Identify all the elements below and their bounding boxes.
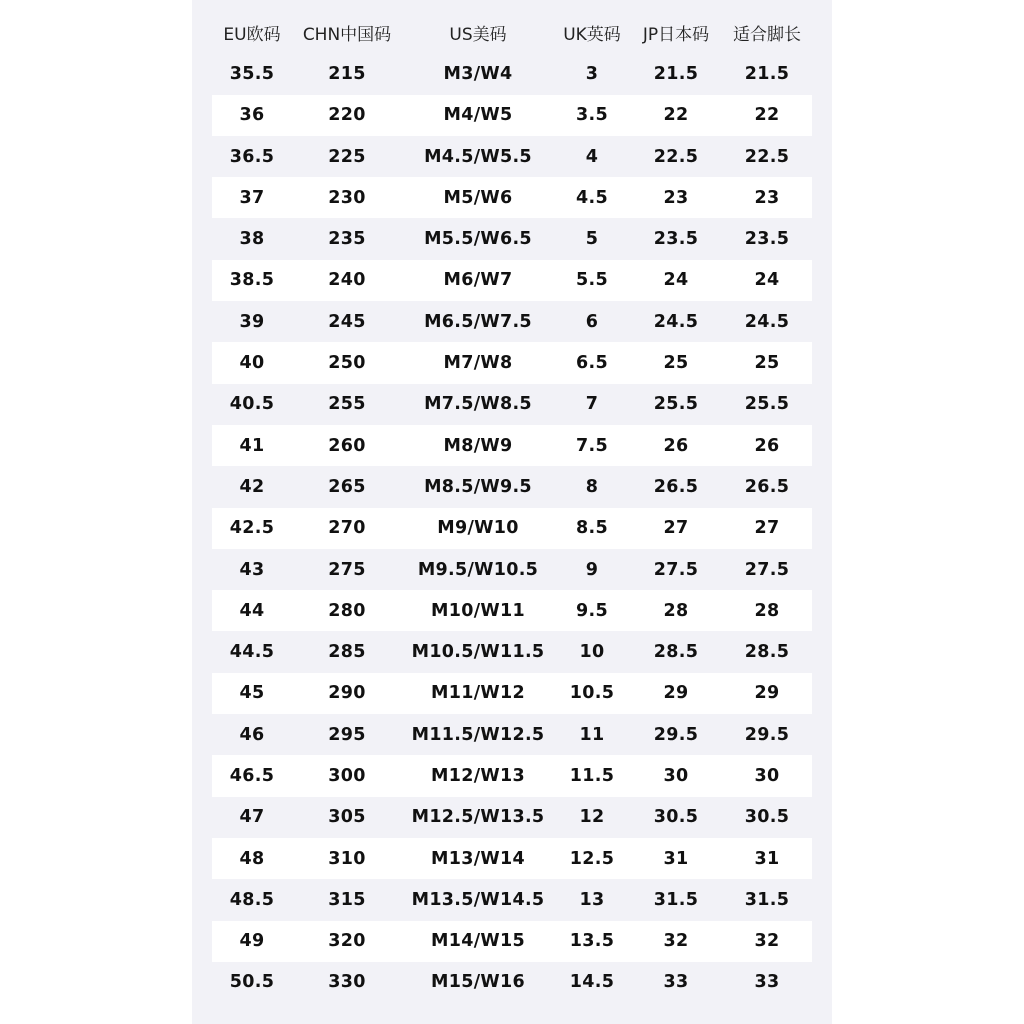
cell-jp: 22.5 bbox=[653, 146, 699, 167]
cell-chn: 245 bbox=[328, 311, 366, 332]
cell-foot-length: 32 bbox=[754, 931, 780, 952]
table-row bbox=[212, 962, 812, 1003]
table-row bbox=[212, 218, 812, 259]
cell-uk: 14.5 bbox=[569, 972, 615, 993]
cell-jp: 33 bbox=[663, 972, 689, 993]
cell-jp: 30.5 bbox=[653, 807, 699, 828]
cell-jp: 23 bbox=[663, 187, 689, 208]
cell-us: M13.5/W14.5 bbox=[411, 889, 545, 910]
table-row bbox=[212, 755, 812, 796]
cell-us: M4/W5 bbox=[443, 105, 513, 126]
table-row bbox=[212, 921, 812, 962]
cell-chn: 305 bbox=[328, 807, 366, 828]
cell-us: M6.5/W7.5 bbox=[424, 311, 532, 332]
header-eu: EU欧码 bbox=[223, 25, 281, 46]
table-row bbox=[212, 549, 812, 590]
table-row bbox=[212, 425, 812, 466]
cell-us: M11.5/W12.5 bbox=[411, 724, 545, 745]
table-row bbox=[212, 466, 812, 507]
cell-chn: 225 bbox=[328, 146, 366, 167]
table-row bbox=[212, 673, 812, 714]
table-row bbox=[212, 342, 812, 383]
cell-jp: 29 bbox=[663, 683, 689, 704]
cell-us: M9.5/W10.5 bbox=[417, 559, 539, 580]
table-body bbox=[212, 53, 812, 1003]
cell-us: M4.5/W5.5 bbox=[424, 146, 532, 167]
cell-chn: 315 bbox=[328, 889, 366, 910]
cell-foot-length: 25.5 bbox=[744, 394, 790, 415]
cell-chn: 320 bbox=[328, 931, 366, 952]
cell-us: M8.5/W9.5 bbox=[424, 476, 532, 497]
cell-us: M13/W14 bbox=[431, 848, 525, 869]
cell-foot-length: 23.5 bbox=[744, 229, 790, 250]
cell-foot-length: 21.5 bbox=[744, 63, 790, 84]
cell-eu: 50.5 bbox=[229, 972, 275, 993]
cell-jp: 31 bbox=[663, 848, 689, 869]
cell-jp: 27 bbox=[663, 518, 689, 539]
table-row bbox=[212, 177, 812, 218]
cell-jp: 29.5 bbox=[653, 724, 699, 745]
cell-chn: 270 bbox=[328, 518, 366, 539]
cell-uk: 3.5 bbox=[576, 105, 608, 126]
cell-uk: 4 bbox=[585, 146, 599, 167]
cell-jp: 22 bbox=[663, 105, 689, 126]
table-row bbox=[212, 384, 812, 425]
cell-foot-length: 25 bbox=[754, 353, 780, 374]
cell-uk: 6 bbox=[585, 311, 599, 332]
cell-uk: 5 bbox=[585, 229, 599, 250]
cell-eu: 42.5 bbox=[229, 518, 275, 539]
cell-foot-length: 31.5 bbox=[744, 889, 790, 910]
cell-us: M8/W9 bbox=[443, 435, 513, 456]
header-foot-length: 适合脚长 bbox=[733, 25, 801, 46]
cell-chn: 310 bbox=[328, 848, 366, 869]
cell-uk: 12.5 bbox=[569, 848, 615, 869]
cell-uk: 9.5 bbox=[576, 600, 608, 621]
cell-uk: 13 bbox=[579, 889, 605, 910]
table-row bbox=[212, 631, 812, 672]
cell-foot-length: 28 bbox=[754, 600, 780, 621]
cell-us: M12/W13 bbox=[431, 765, 525, 786]
size-chart-panel bbox=[192, 0, 832, 1024]
cell-foot-length: 31 bbox=[754, 848, 780, 869]
cell-chn: 260 bbox=[328, 435, 366, 456]
cell-foot-length: 26.5 bbox=[744, 476, 790, 497]
cell-uk: 10 bbox=[579, 642, 605, 663]
table-row bbox=[212, 508, 812, 549]
cell-foot-length: 28.5 bbox=[744, 642, 790, 663]
cell-chn: 215 bbox=[328, 63, 366, 84]
cell-eu: 49 bbox=[239, 931, 265, 952]
table-row bbox=[212, 838, 812, 879]
cell-foot-length: 29.5 bbox=[744, 724, 790, 745]
cell-chn: 300 bbox=[328, 765, 366, 786]
cell-uk: 8.5 bbox=[576, 518, 608, 539]
cell-eu: 41 bbox=[239, 435, 265, 456]
cell-jp: 24.5 bbox=[653, 311, 699, 332]
cell-chn: 250 bbox=[328, 353, 366, 374]
cell-eu: 44.5 bbox=[229, 642, 275, 663]
cell-us: M3/W4 bbox=[443, 63, 513, 84]
cell-us: M6/W7 bbox=[443, 270, 513, 291]
cell-eu: 40 bbox=[239, 353, 265, 374]
cell-foot-length: 22 bbox=[754, 105, 780, 126]
cell-foot-length: 26 bbox=[754, 435, 780, 456]
cell-chn: 290 bbox=[328, 683, 366, 704]
cell-eu: 38.5 bbox=[229, 270, 275, 291]
cell-eu: 39 bbox=[239, 311, 265, 332]
cell-foot-length: 24 bbox=[754, 270, 780, 291]
cell-chn: 330 bbox=[328, 972, 366, 993]
table-row bbox=[212, 136, 812, 177]
cell-eu: 46.5 bbox=[229, 765, 275, 786]
cell-uk: 6.5 bbox=[576, 353, 608, 374]
cell-chn: 220 bbox=[328, 105, 366, 126]
cell-foot-length: 27.5 bbox=[744, 559, 790, 580]
cell-us: M9/W10 bbox=[437, 518, 519, 539]
cell-jp: 21.5 bbox=[653, 63, 699, 84]
cell-jp: 28 bbox=[663, 600, 689, 621]
table-row bbox=[212, 260, 812, 301]
cell-foot-length: 27 bbox=[754, 518, 780, 539]
cell-jp: 31.5 bbox=[653, 889, 699, 910]
cell-eu: 36 bbox=[239, 105, 265, 126]
cell-jp: 26.5 bbox=[653, 476, 699, 497]
cell-uk: 8 bbox=[585, 476, 599, 497]
size-chart-table bbox=[212, 12, 812, 1003]
cell-eu: 46 bbox=[239, 724, 265, 745]
cell-chn: 255 bbox=[328, 394, 366, 415]
cell-jp: 24 bbox=[663, 270, 689, 291]
header-us: US美码 bbox=[449, 25, 507, 46]
table-row bbox=[212, 95, 812, 136]
cell-eu: 40.5 bbox=[229, 394, 275, 415]
cell-uk: 9 bbox=[585, 559, 599, 580]
cell-jp: 25.5 bbox=[653, 394, 699, 415]
cell-eu: 38 bbox=[239, 229, 265, 250]
table-row bbox=[212, 590, 812, 631]
cell-us: M7.5/W8.5 bbox=[424, 394, 532, 415]
cell-uk: 7.5 bbox=[576, 435, 608, 456]
cell-eu: 47 bbox=[239, 807, 265, 828]
cell-us: M11/W12 bbox=[431, 683, 525, 704]
cell-jp: 25 bbox=[663, 353, 689, 374]
cell-us: M10/W11 bbox=[431, 600, 525, 621]
cell-uk: 11.5 bbox=[569, 765, 615, 786]
cell-uk: 7 bbox=[585, 394, 599, 415]
cell-uk: 3 bbox=[585, 63, 599, 84]
cell-foot-length: 24.5 bbox=[744, 311, 790, 332]
cell-us: M15/W16 bbox=[431, 972, 525, 993]
header-row bbox=[212, 12, 812, 53]
table-row bbox=[212, 301, 812, 342]
cell-foot-length: 33 bbox=[754, 972, 780, 993]
cell-uk: 5.5 bbox=[576, 270, 608, 291]
cell-chn: 265 bbox=[328, 476, 366, 497]
cell-uk: 13.5 bbox=[569, 931, 615, 952]
cell-us: M5.5/W6.5 bbox=[424, 229, 532, 250]
cell-chn: 235 bbox=[328, 229, 366, 250]
cell-uk: 4.5 bbox=[576, 187, 608, 208]
cell-eu: 43 bbox=[239, 559, 265, 580]
header-chn: CHN中国码 bbox=[302, 25, 392, 46]
table-row bbox=[212, 879, 812, 920]
cell-chn: 285 bbox=[328, 642, 366, 663]
cell-foot-length: 30 bbox=[754, 765, 780, 786]
cell-jp: 32 bbox=[663, 931, 689, 952]
cell-jp: 23.5 bbox=[653, 229, 699, 250]
header-jp: JP日本码 bbox=[642, 25, 710, 46]
cell-eu: 42 bbox=[239, 476, 265, 497]
cell-chn: 240 bbox=[328, 270, 366, 291]
cell-uk: 10.5 bbox=[569, 683, 615, 704]
cell-jp: 27.5 bbox=[653, 559, 699, 580]
cell-uk: 11 bbox=[579, 724, 605, 745]
cell-us: M10.5/W11.5 bbox=[411, 642, 545, 663]
cell-eu: 36.5 bbox=[229, 146, 275, 167]
table-row bbox=[212, 714, 812, 755]
cell-foot-length: 30.5 bbox=[744, 807, 790, 828]
cell-foot-length: 29 bbox=[754, 683, 780, 704]
cell-eu: 48 bbox=[239, 848, 265, 869]
cell-eu: 45 bbox=[239, 683, 265, 704]
cell-us: M7/W8 bbox=[443, 353, 513, 374]
cell-eu: 37 bbox=[239, 187, 265, 208]
cell-uk: 12 bbox=[579, 807, 605, 828]
table-row bbox=[212, 53, 812, 94]
cell-us: M5/W6 bbox=[443, 187, 513, 208]
cell-eu: 35.5 bbox=[229, 63, 275, 84]
cell-chn: 275 bbox=[328, 559, 366, 580]
cell-jp: 28.5 bbox=[653, 642, 699, 663]
cell-us: M14/W15 bbox=[431, 931, 525, 952]
cell-eu: 44 bbox=[239, 600, 265, 621]
cell-foot-length: 22.5 bbox=[744, 146, 790, 167]
cell-jp: 26 bbox=[663, 435, 689, 456]
header-uk: UK英码 bbox=[563, 25, 621, 46]
cell-chn: 280 bbox=[328, 600, 366, 621]
cell-eu: 48.5 bbox=[229, 889, 275, 910]
table-row bbox=[212, 797, 812, 838]
cell-us: M12.5/W13.5 bbox=[411, 807, 545, 828]
cell-foot-length: 23 bbox=[754, 187, 780, 208]
cell-jp: 30 bbox=[663, 765, 689, 786]
cell-chn: 230 bbox=[328, 187, 366, 208]
cell-chn: 295 bbox=[328, 724, 366, 745]
